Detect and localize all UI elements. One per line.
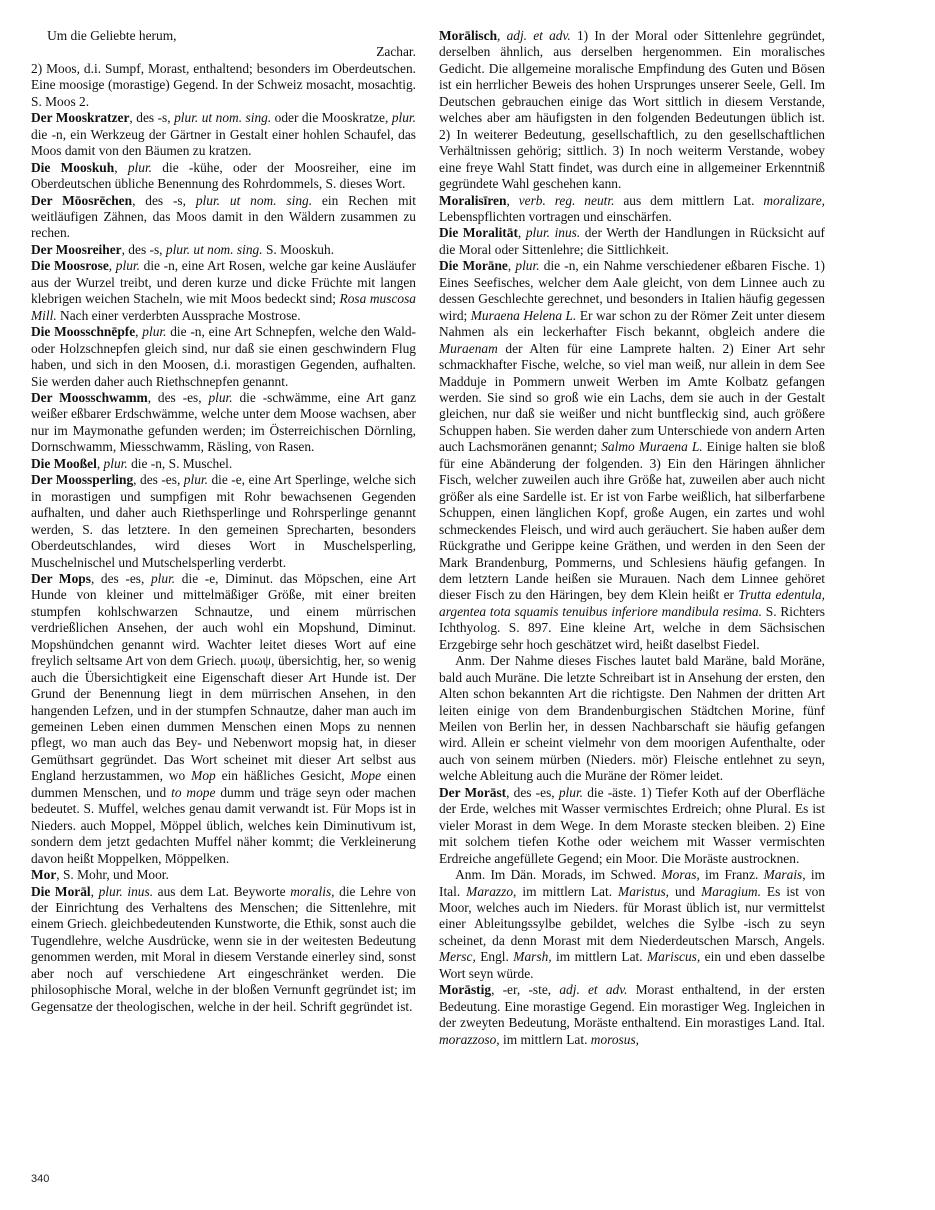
body-text: , des -es, <box>90 570 151 586</box>
body-text: die -n, ein Nahme verschiedener eßbaren Fische. 1) Eines Seefisches, welcher dem Aale gleicht, von dem Linnee auch zu dessen Geschlechte gerechnet, und besonders in Italien häufig gegessen wird; <box>439 258 825 323</box>
body-text: , S. Mohr, und Moor. <box>56 867 169 883</box>
headword: Der Mooskratzer <box>31 110 130 126</box>
body-text: , <box>517 225 526 241</box>
body-text: im Ital. <box>439 867 826 899</box>
italic-term: plur. <box>183 472 208 488</box>
headword: Die Moosschnēpfe <box>31 324 136 340</box>
entry-paragraph <box>31 390 416 456</box>
body-text: oder die Mooskratze, <box>271 110 392 126</box>
entry-paragraph <box>439 982 825 1048</box>
italic-term: Salmo Muraena L. <box>601 439 703 455</box>
body-text: Einige halten sie bloß für eine Abänderung der folgenden. 3) Ein den Häringen ähnlicher Fisch, welcher zuweilen auch ihre Größe hat, zuweilen aber auch nicht größer als eine Sardelle ist. Er ist von Farbe weißlich, hat silberfarbene Schuppen, einen länglichen Kopf, große Augen, ein zartes und wohl schmeckendes Fleisch, und wird auch geräuchert. Sie haben außer dem Rückgrathe und Gerippe keine Gräthen, und werden in den Seen der Mark Brandenburg, Pommerns, und Schlesiens häufig gefangen. In dem letztern Lande heißen sie Murauen. Nach dem Linnee gehöret dieser Fisch zu den Häringen, bey dem Klein heißt er <box>439 439 826 603</box>
entry-paragraph <box>31 867 416 883</box>
body-text: , <box>507 258 516 274</box>
entry-paragraph <box>439 28 825 193</box>
body-text: , des -s, <box>129 110 175 126</box>
right-column <box>439 28 825 1048</box>
italic-term: Maristus, <box>618 883 670 899</box>
body-text: Morast enthaltend, in der ersten Bedeutung. Eine morastige Gegend. Ein morastiger Weg. Ingleichen in der zweyten Bedeutung, Moräste enthaltend. Ein morastiges Land. Ital. <box>439 982 825 1031</box>
body-text: die Lehre von der Einrichtung des Verhaltens des Menschen; die Sittenlehre, mit einem Griech. gleichbedeutenden Kunstworte, die Ethik, sonst auch die Tugendlehre, welche Ausdrücke, wenn sie in der weitesten Bedeutung genommen werden, mit Moral in diesem Verstande einerley sind, sonst aber noch auf verschiedene Art eingeschränket werden. Die philosophische Moral, welche in der bloßen Vernunft gegründet ist; im Gegensatze der theologischen, welche in der heil. Schrift gegründet ist. <box>31 883 416 1014</box>
entry-paragraph <box>439 785 825 867</box>
italic-term: plur. ut nom. sing. <box>195 192 313 208</box>
body-text: ein häßliches Gesicht, <box>215 768 351 784</box>
body-text: ein Rechen mit weitläufigen Zähnen, das Moos damit in den Wäldern zusammen zu rechen. <box>31 192 416 241</box>
body-text: , des -s, <box>121 241 166 257</box>
body-text: Nach einer verderbten Aussprache Mostrose. <box>56 307 301 323</box>
body-text: S. Mooskuh. <box>262 241 335 257</box>
body-text: , des -es, <box>133 472 184 488</box>
body-text: der Werth der Handlungen in Rücksicht auf die Moral oder Sittenlehre; die Sittlichkeit. <box>439 225 825 257</box>
body-text: die -n, S. Muschel. <box>127 455 233 471</box>
entry-paragraph <box>439 193 825 226</box>
body-text: Anm. Der Nahme dieses Fisches lautet bald Maräne, bald Moräne, bald auch Muräne. Die letzte Schreibart ist in Ansehung der ersten, den Alten schon bekannten Art die richtigste. Den Nahmen der dritten Art leiten einige von dem Brandenburgischen Städtchen Morine, fünf Meilen von Berlin her, in dessen Nachbarschaft sie häufig gefangen wird. Allein er scheint vielmehr von dem moorigen Aufenthalte, oder auch von seinem mürben (Nieders. mör) Fleische entlehnet zu seyn, welche Ableitung auch die Muräne der Römer leidet. <box>439 653 825 784</box>
body-text: Zachar. <box>376 44 416 60</box>
italic-term: plur. inus. <box>525 225 581 241</box>
italic-term: plur. <box>142 324 167 340</box>
body-text: die -n, ein Werkzeug der Gärtner in Gestalt einer hohlen Schaufel, das Moos damit von den Bäumen zu kratzen. <box>31 126 416 159</box>
body-text: , <box>506 192 519 208</box>
entry-paragraph <box>31 571 416 867</box>
body-text: , des -s, <box>132 192 196 208</box>
note-paragraph <box>439 653 825 785</box>
italic-term: plur. <box>558 784 584 800</box>
italic-term: Trutta edentula, argentea tota squamis tenuibus inferiore mandibula resima. <box>439 587 825 619</box>
headword: Morāstig <box>439 982 492 998</box>
italic-term: plur. ut nom. sing. <box>174 110 272 126</box>
headword: Die Moralitāt <box>439 225 518 241</box>
italic-term: verb. reg. neutr. <box>518 192 615 208</box>
headword: Der Morāst <box>439 784 507 800</box>
italic-term: Marais, <box>763 867 806 883</box>
entry-paragraph <box>31 110 416 159</box>
body-text: Lebenspflichten vortragen und einschärfen. <box>439 208 672 224</box>
body-text: , <box>96 455 104 471</box>
headword: Moralisīren <box>439 192 507 208</box>
entry-paragraph <box>31 242 416 258</box>
italic-term: Maragium. <box>701 883 761 899</box>
citation-signature <box>31 44 416 60</box>
body-text: , <box>90 883 99 899</box>
body-text: Um die Geliebte herum, <box>47 28 177 43</box>
italic-term: Rosa muscosa Mill. <box>31 291 416 323</box>
body-text: ein und eben dasselbe Wort seyn würde. <box>439 949 825 981</box>
body-text: , <box>114 159 128 175</box>
italic-term: Marsh, <box>513 949 552 965</box>
body-text: , des -es, <box>147 389 209 405</box>
italic-term: Moras, <box>661 867 700 883</box>
italic-term: to mope <box>171 784 216 800</box>
body-text: Er war schon zu der Römer Zeit unter diesem Nahmen als ein leckerhafter Fisch bekannt, obgleich andere die <box>439 307 825 340</box>
body-text: , <box>108 258 116 274</box>
page-number: 340 <box>31 1173 50 1185</box>
headword: Die Morāl <box>31 883 91 899</box>
italic-term: plur. <box>515 258 540 274</box>
entry-paragraph <box>31 456 416 472</box>
body-text: im mittlern Lat. <box>499 1031 591 1047</box>
body-text: 1) In der Moral oder Sittenlehre gegründet, derselben ähnlich, aus derselben hergenommen. Ein moralisches Gedicht. Die allgemeine moralische Empfindung des Guten und Bösen ist ein herrlicher Beweis des hohen Ursprunges unserer Seele, Gell. Im Deutschen gebrauchen einige das Wort sittlich in diesem Verstande, welches aber am häufigsten in den folgenden Bedeutungen üblich ist. 2) In weiterer Bedeutung, gesellschaftlich, zu den gesellschaftlichen Verhältnissen gehörig; sittlich. 3) In noch weiterm Verstande, wobey eine freye Wahl Statt findet, was durch eine in allgemeiner Erkenntniß gegründete Wahl geschehen kann. <box>439 28 825 192</box>
headword: Die Mooßel <box>31 455 97 471</box>
italic-term: Mop <box>191 768 216 784</box>
body-text: S. Richters Ichthyolog. S. 897. Eine kleine Art, welche in dem Sächsischen Erzgebirge sehr hoch geschätzet wird, heißt daselbst Fiedel. <box>439 603 825 652</box>
italic-term: plur. <box>208 389 233 405</box>
entry-paragraph <box>31 193 416 242</box>
body-text: die -n, eine Art Rosen, welche gar keine Ausläufer aus der Wurzel treibt, und deren kurze und dicke Früchte mit langen klebrigen weichen Stacheln, wie mit Moos bedeckt sind; <box>31 258 416 307</box>
italic-term: Muraena Helena L. <box>470 307 577 323</box>
italic-term: plur. <box>127 159 153 175</box>
body-text: Engl. <box>475 949 514 965</box>
body-text: die -e, eine Art Sperlinge, welche sich in morastigen und sumpfigen mit Rohr bewachsenen Gegenden aufhalten, und daher auch Riethsperlinge und Rohrsperlinge genannt werden, S. das letztere. In den gemeinen Sprecharten, besonders Oberdeutschlandes, wird dieses Wort in Muschelsperling, Muschelnischel und Mutschelsperling verderbt. <box>31 472 416 570</box>
body-text: die -kühe, oder der Moosreiher, eine im Oberdeutschen übliche Benennung des Rohrdommels, S. dieses Wort. <box>31 159 417 192</box>
entry-paragraph <box>439 258 825 653</box>
italic-term: Muraenam <box>439 340 498 356</box>
italic-term: adj. et adv. <box>506 28 571 43</box>
italic-term: adj. et adv. <box>559 982 628 998</box>
body-text: , -er, -ste, <box>491 982 560 998</box>
headword: Der Mōosrēchen <box>31 192 133 208</box>
headword: Der Moosreiher <box>31 241 122 257</box>
entry-paragraph <box>439 225 825 258</box>
italic-term: morazzoso, <box>439 1031 500 1047</box>
italic-term: morosus, <box>590 1031 640 1047</box>
italic-term: plur. <box>150 570 176 586</box>
italic-term: moralizare, <box>763 192 825 208</box>
entry-paragraph <box>31 160 416 193</box>
body-text: aus dem mittlern Lat. <box>614 192 764 208</box>
body-text: im mittlern Lat. <box>551 949 648 965</box>
headword: Der Moossperling <box>31 472 134 488</box>
entry-paragraph <box>31 324 416 390</box>
italic-term: Mope <box>350 768 382 784</box>
headword: Der Moosschwamm <box>31 389 148 405</box>
body-text: Es ist von Moor, welches auch im Nieders. für Morast üblich ist, nur vermittelst einer Ableitungssylbe gebildet, welches die Sylbe -isch zu seyn scheinet, da denn Morast mit dem Niederdeutschen Marsch, Angels. <box>439 883 826 948</box>
headword: Die Morāne <box>439 258 508 274</box>
body-text: , <box>497 28 507 43</box>
body-text: im Franz. <box>699 867 764 883</box>
entry-paragraph <box>31 258 416 324</box>
italic-term: plur. inus. <box>98 883 154 899</box>
headword: Die Moosrose <box>31 258 109 274</box>
body-text: die -äste. 1) Tiefer Koth auf der Oberfläche der Erde, welches mit Wasser vermischtes Erdreich; ohne Plural. Es ist vieler Morast in dem Wege. In dem Moraste stecken bleiben. 2) Eine mit solchem tiefen Kothe oder weichem mit Wasser vermischten Erdreiche angefüllete Gegend; ein Moor. Die Moräste austrocknen. <box>439 784 825 866</box>
entry-paragraph <box>31 472 416 571</box>
body-text: dumm und träge seyn oder machen bedeutet. S. Muffel, welches genau damit verwandt ist. Für Mops ist in Nieders. auch Moppel, Möppel üblich, welches kein Diminutivum ist, sondern dem jetzt gedachten Muffel näher kommt; die Verkleinerung davon heißt Moppelken, Möppelken. <box>31 784 416 866</box>
entry-paragraph <box>31 884 416 1016</box>
body-text: einen dummen Menschen, und <box>31 768 416 800</box>
italic-term: plur. <box>391 110 416 126</box>
body-text: 2) Moos, d.i. Sumpf, Morast, enthaltend; besonders im Oberdeutschen. Eine moosige (morastige) Gegend. In der Schweiz mosacht, mosachtig. S. Moos 2. <box>31 60 416 109</box>
italic-term: plur. <box>103 455 128 471</box>
note-paragraph <box>439 867 825 982</box>
italic-term: Mersc, <box>439 949 476 965</box>
body-text: , <box>135 324 143 340</box>
headword: Mor <box>31 867 57 883</box>
body-text: die -e, Diminut. das Möpschen, eine Art Hunde von kleiner und mittelmäßiger Größe, mit einer breiten stumpfen kohlschwarzen Schnautze, und einem mürrischen verdrießlichen Ansehen, der auch wohl ein Mopshund, Diminut. Mopshündchen genannt wird. Wachter leitet dieses Wort auf eine freylich seltsame Art von dem Griech. μυωψ, übersichtig, her, so wenig auch die Übersichtigkeit eine Eigenschaft dieser Art Hunde ist. Der Grund der Benennung liegt in dem mürrischen Ansehen, in den hangenden Lefzen, und in der stumpfen Schnautze, daher man auch im gemeinen Leben einen dummen Menschen einen Mops zu nennen pflegt, wo man auch das Bey- und Nebenwort mopsig hat, in dieser Gemüthsart gegründet. Das Wort scheinet mit dieser Art selbst aus England herzustammen, wo <box>31 570 416 784</box>
italic-term: Marazzo, <box>466 883 517 899</box>
headword: Der Mops <box>31 570 91 586</box>
headword: Morālisch <box>439 28 498 43</box>
verse-line <box>31 28 416 44</box>
headword: Die Mooskuh <box>31 159 115 175</box>
italic-term: Mariscus, <box>647 949 701 965</box>
italic-term: plur. ut nom. sing. <box>165 241 263 257</box>
italic-term: plur. <box>115 258 140 274</box>
body-text: aus dem Lat. Beyworte <box>153 883 291 899</box>
continued-paragraph <box>31 61 416 110</box>
left-column <box>31 28 416 1015</box>
body-text: und <box>669 883 702 899</box>
italic-term: moralis, <box>290 883 335 899</box>
body-text: die -schwämme, eine Art ganz weißer eßbarer Erdschwämme, welche unter dem Moose wachsen, aber nur im Maymonathe gefunden werden; im Österreichischen Dörnling, Dornschwamm, Miesschwamm, Räsling, von Rasen. <box>31 389 417 455</box>
body-text: die -n, eine Art Schnepfen, welche den Wald- oder Holzschnepfen gleich sind, nur daß sie einen geschwindern Flug haben, und sich in den Moosen, d.i. morastigen Gegenden, aufhalten. Sie werden daher auch Riethschnepfen genannt. <box>31 324 416 389</box>
body-text: der Alten für eine Lamprete halten. 2) Einer Art sehr schmackhafter Fische, welche, so viel man weiß, nur allein in dem See Madduje in Pommern unweit Werben im Amte Kolbatz gefangen werden. Sie sind so groß wie ein Lachs, dem sie auch in der Gestalt gleichen, nur daß sie weißer und nicht buntfleckig sind, auch größere Schuppen haben. Sie werden daher zum Unterschiede von andern Arten auch Lachsmoränen genannt; <box>439 340 825 455</box>
body-text: , des -es, <box>506 784 559 800</box>
body-text: im mittlern Lat. <box>516 883 619 899</box>
body-text: Anm. Im Dän. Morads, im Schwed. <box>455 867 662 883</box>
